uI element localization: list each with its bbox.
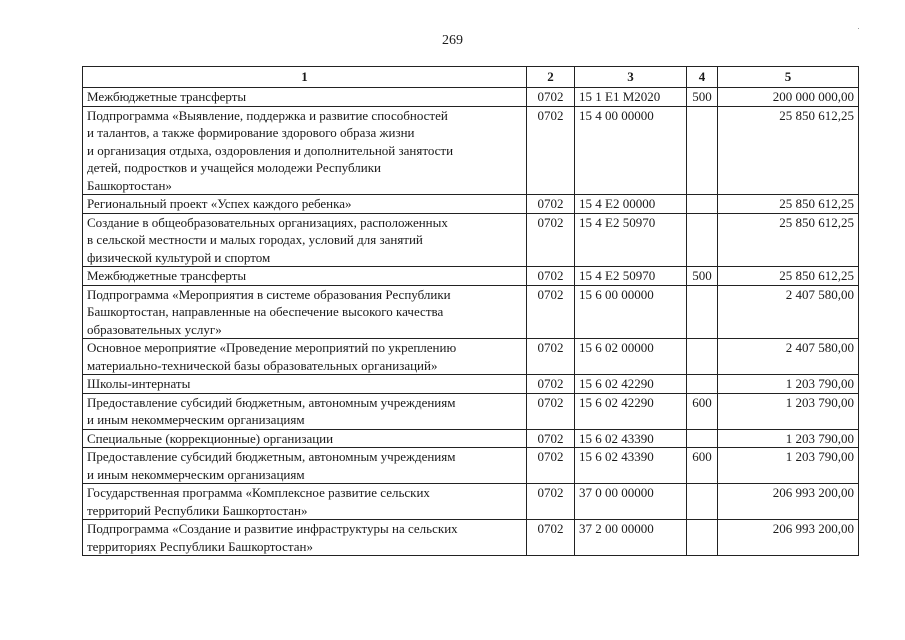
item-name-line: детей, подростков и учащейся молодежи Республики [87,160,382,175]
amount: 25 850 612,25 [718,213,859,267]
amount: 200 000 000,00 [718,88,859,107]
table-row [83,88,859,107]
header-col-2: 2 [527,67,575,88]
amount: 206 993 200,00 [718,484,859,520]
table-row [83,484,859,520]
target-article-code: 15 6 02 42290 [575,375,687,394]
item-name-line: и организация отдыха, оздоровления и дополнительной занятости [87,142,454,158]
expense-type-code [687,429,718,448]
item-name [83,484,527,520]
target-article-code: 15 4 00 00000 [575,106,687,195]
table-header [83,67,859,88]
item-name-line: Предоставление субсидий бюджетным, автономным учреждениям [87,449,456,464]
amount: 25 850 612,25 [718,267,859,286]
item-name-line: в сельской местности и малых городах, условий для занятий [87,232,423,247]
item-name-line: территорий Республики Башкортостан» [87,502,308,518]
item-name-line: Предоставление субсидий бюджетным, автономным учреждениям [87,394,456,410]
table-row [83,213,859,267]
table-row [83,429,859,448]
target-article-code: 15 4 E2 00000 [575,195,687,214]
table-body [83,88,859,556]
table-row [83,106,859,195]
amount: 1 203 790,00 [718,448,859,484]
item-name [83,448,527,484]
table-row [83,285,859,339]
item-name-line: Школы-интернаты [87,376,191,391]
expense-type-code [687,520,718,556]
item-name [83,339,527,375]
item-name-line: физической культурой и спортом [87,249,271,265]
amount: 25 850 612,25 [718,106,859,195]
page-number: 269 [442,33,463,48]
amount: 2 407 580,00 [718,339,859,375]
item-name-line: Подпрограмма «Создание и развитие инфраструктуры на сельских [87,521,458,536]
item-name-line: Межбюджетные трансферты [87,268,247,283]
target-article-code: 15 6 02 00000 [575,339,687,375]
item-name [83,106,527,195]
target-article-code: 15 6 02 43390 [575,448,687,484]
section-code: 0702 [527,339,575,375]
expense-type-code: 500 [687,267,718,286]
item-name-line: и талантов, а также формирование здорового образа жизни [87,125,415,140]
table-row [83,195,859,214]
section-code: 0702 [527,195,575,214]
expense-type-code: 500 [687,88,718,107]
item-name [83,393,527,429]
expense-type-code [687,195,718,214]
item-name [83,429,527,448]
section-code: 0702 [527,267,575,286]
expense-type-code [687,339,718,375]
table-row [83,267,859,286]
target-article-code: 15 6 02 42290 [575,393,687,429]
target-article-code: 37 2 00 00000 [575,520,687,556]
expense-type-code [687,375,718,394]
item-name [83,267,527,286]
item-name-line: территориях Республики Башкортостан» [87,538,313,554]
table-row [83,393,859,429]
item-name-line: Башкортостан» [87,177,172,193]
item-name-line: Подпрограмма «Мероприятия в системе образования Республики [87,286,451,302]
header-col-1: 1 [83,67,527,88]
budget-table [82,66,859,556]
amount: 25 850 612,25 [718,195,859,214]
section-code: 0702 [527,88,575,107]
item-name-line: Подпрограмма «Выявление, поддержка и развитие способностей [87,107,448,123]
header-col-3: 3 [575,67,687,88]
target-article-code: 15 4 E2 50970 [575,213,687,267]
table-row [83,375,859,394]
item-name-line: Межбюджетные трансферты [87,89,247,104]
item-name-line: Создание в общеобразовательных организациях, расположенных [87,214,448,230]
header-col-5: 5 [718,67,859,88]
item-name-line: Специальные (коррекционные) организации [87,430,334,446]
expense-type-code [687,106,718,195]
section-code: 0702 [527,285,575,339]
table-row [83,520,859,556]
item-name-line: материально-технической базы образовательных организаций» [87,357,438,373]
item-name [83,285,527,339]
header-col-4: 4 [687,67,718,88]
target-article-code: 15 1 E1 М2020 [575,88,687,107]
target-article-code: 15 4 E2 50970 [575,267,687,286]
section-code: 0702 [527,484,575,520]
amount: 1 203 790,00 [718,429,859,448]
scan-speck [858,28,859,29]
section-code: 0702 [527,429,575,448]
item-name [83,520,527,556]
expense-type-code [687,484,718,520]
item-name [83,213,527,267]
expense-type-code: 600 [687,448,718,484]
item-name [83,195,527,214]
item-name [83,375,527,394]
section-code: 0702 [527,106,575,195]
item-name-line: образовательных услуг» [87,321,222,337]
expense-type-code: 600 [687,393,718,429]
section-code: 0702 [527,448,575,484]
item-name-line: Башкортостан, направленные на обеспечение высокого качества [87,304,444,319]
section-code: 0702 [527,375,575,394]
amount: 206 993 200,00 [718,520,859,556]
item-name-line: Региональный проект «Успех каждого ребенка» [87,196,352,211]
section-code: 0702 [527,213,575,267]
header-row [83,67,859,88]
target-article-code: 15 6 02 43390 [575,429,687,448]
table-row [83,448,859,484]
table-row [83,339,859,375]
expense-type-code [687,213,718,267]
item-name-line: и иным некоммерческим организациям [87,412,305,427]
target-article-code: 37 0 00 00000 [575,484,687,520]
item-name [83,88,527,107]
amount: 2 407 580,00 [718,285,859,339]
expense-type-code [687,285,718,339]
item-name-line: Государственная программа «Комплексное развитие сельских [87,485,430,500]
section-code: 0702 [527,393,575,429]
amount: 1 203 790,00 [718,393,859,429]
item-name-line: Основное мероприятие «Проведение мероприятий по укреплению [87,340,457,355]
item-name-line: и иным некоммерческим организациям [87,466,305,482]
amount: 1 203 790,00 [718,375,859,394]
section-code: 0702 [527,520,575,556]
target-article-code: 15 6 00 00000 [575,285,687,339]
